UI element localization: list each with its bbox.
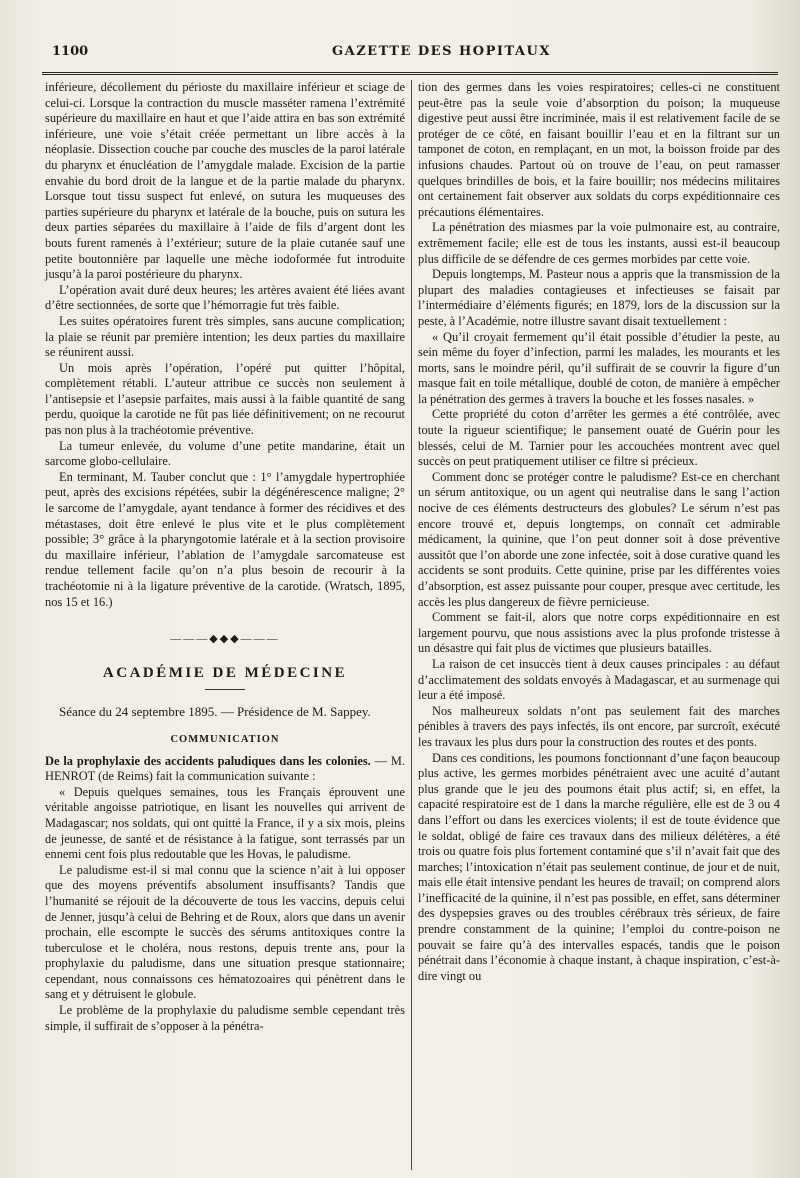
column-divider bbox=[411, 80, 412, 1170]
right-column bbox=[418, 80, 780, 984]
paragraph: Le problème de la prophylaxie du paludisme semble cependant très simple, il suffirait de s’opposer à la pénétra- bbox=[45, 1003, 405, 1033]
paragraph: Comment donc se protéger contre le paludisme? Est-ce en cherchant un sérum antitoxique, ou un agent qui neutralise dans le sang l’action nocive de ces éléments destructeurs des globules? Le sérum n’est pas encore trouvé et, depuis longtemps, on connaît cet admirable médicament, la quinine, que l’on peut donner soit à dose préventive aussitôt que l’on aborde une zone infectée, soit à dose curative quand les accidents se sont produits. Cette quinine, prise par les différentes voies d’absorption, est assez puissante pour couper, presque avec certitude, les accès les plus dangereux de fièvre pernicieuse. bbox=[418, 469, 780, 609]
article-title: De la prophylaxie des accidents paludiques dans les colonies. bbox=[45, 753, 371, 768]
paragraph: « Qu’il croyait fermement qu’il était possible d’étudier la peste, au sein même du foyer d’infection, parmi les malades, les mourants et les morts, sans le moindre péril, qu’il suffirait de se couvrir la figure d’un masque fait en toile métallique, doublé de coton, de manière à empêcher la pénétration des germes à travers la bouche et les fosses nasales. » bbox=[418, 329, 780, 406]
paragraph: Un mois après l’opération, l’opéré put quitter l’hôpital, complètement rétabli. L’auteur attribue ce succès non seulement à l’antisepsie et l’asepsie parfaites, mais aussi à la faible quantité de sang perdu, quoique la carotide ne fût pas liée définitivement; on ne recourut pas non plus à la trachéotomie préventive. bbox=[45, 360, 405, 438]
paragraph: La raison de cet insuccès tient à deux causes principales : au défaut d’acclimatement des soldats envoyés à Madagascar, et au surmenage qui leur a été imposé. bbox=[418, 656, 780, 703]
paragraph: L’opération avait duré deux heures; les artères avaient été liées avant d’être sectionnées, de sorte que l’hémorragie fut très faible. bbox=[45, 282, 405, 313]
header-rule bbox=[42, 72, 778, 75]
section-ornament: ———◆◆◆——— bbox=[170, 633, 280, 646]
paragraph: « Depuis quelques semaines, tous les Français éprouvent une véritable angoisse patriotique, en lisant les nouvelles qui arrivent de Madagascar; nos soldats, qui ont quitté la France, il y a six mois, pleins de jeunesse, de santé et de résistance à la fatigue, sont terrassés par un ennemi cent fois plus redoutable que les Hovas, le paludisme. bbox=[45, 784, 405, 862]
paragraph: inférieure, décollement du périoste du maxillaire inférieur et sciage de celui-ci. Lorsque la contraction du muscle masséter ramena l’extrémité supérieure du maxillaire en haut et que l’aide attira en bas son extrémité inférieure, une voie s’était créée permettant un libre accès à la néoplasie. Dissection couche par couche des muscles de la paroi latérale du pharynx et énucléation de l’amygdale malade. Excision de la partie envahie du bord droit de la langue et de la partie malade du pharynx. Lorsque tout tissu suspect fut enlevé, on sutura les muqueuses des parties supérieure du pharynx et latérale de la bouche, puis on sutura les deux parties séparées du maxillaire à l’aide de fils d’argent dont les bouts furent ramenés à l’extérieur; suture de la plaie cutanée sauf une petite boutonnière par laquelle une mèche iodoformée fut introduite jusqu’à la paroi postérieure du pharynx. bbox=[45, 80, 405, 282]
paragraph: La tumeur enlevée, du volume d’une petite mandarine, était un sarcome globo-cellulaire. bbox=[45, 438, 405, 469]
paragraph: La pénétration des miasmes par la voie pulmonaire est, au contraire, extrêmement facile; elle est de tous les instants, aussi est-il beaucoup plus difficile de se défendre de ces germes morbides par cette voie. bbox=[418, 220, 780, 266]
paragraph: tion des germes dans les voies respiratoires; celles-ci ne constituent peut-être pas la seule voie d’absorption du poison; la muqueuse digestive peut aussi être incriminée, mais il est relativement facile de se protéger de ce côté, en faisant bouillir l’eau et en la filtrant sur un tamponet de coton, en remplaçant, en un mot, la boisson froide par des infusions chaudes. Partout où on trouve de l’eau, on peut ramasser quelques brindilles de bois, et la faire bouillir; nos médecins militaires ont certainement fait observer aux soldats du corps expéditionnaire ces précautions élémentaires. bbox=[418, 80, 780, 219]
paragraph: Le paludisme est-il si mal connu que la science n’ait à lui opposer que des moyens préventifs absolument insuffisants? Tandis que l’humanité se réjouit de la découverte de tous les vaccins, depuis celui de Jenner, jusqu’à celui de Behring et de Roux, alors que dans un avenir prochain, elle escompte le succès des sérums antitoxiques contre la tuberculose et le choléra, nous restons, depuis trente ans, pour la prophylaxie du paludisme, dans une situation presque stationnaire; cependant, nous connaissons ces hématozoaires qui pénètrent dans le sang et y détruisent le globule. bbox=[45, 862, 405, 1002]
session-line: Séance du 24 septembre 1895. — Présidence de M. Sappey. bbox=[59, 704, 371, 720]
page-header bbox=[42, 44, 778, 62]
short-divider bbox=[205, 689, 245, 690]
paragraph: Dans ces conditions, les poumons fonctionnant d’une façon beaucoup plus active, les germes morbides pénétraient avec une acuité d’autant plus grande que le jeu des poumons était plus actif; si, en effet, la capacité respiratoire est de 1 dans la marche régulière, elle est de 3 ou 4 dans l’effort ou dans les exercices violents; il est de toute évidence que le soldat, obligé de faire ces travaux dans des milieux délétères, a été trois ou quatre fois plus fortement contaminé que s’il n’avait fait que des marches; l’intoxication n’était pas seulement continue, de jour et de nuit, mais elle était intensive pendant les heures de travail; on comprend alors l’inefficacité de la quinine, il n’est pas possible, en effet, sans déterminer des dyspepsies graves ou des troubles cérébraux très sérieux, de faire prendre constamment de la quinine; l’emploi du contre-poison ne pouvait se faire qu’à des intervalles espacés, tandis que le poison pénétrait dans l’économie à chaque instant, à chaque inspiration, c’est-à-dire vingt ou bbox=[418, 750, 780, 983]
paragraph: Depuis longtemps, M. Pasteur nous a appris que la transmission de la plupart des maladies contagieuses et infectieuses se faisait par l’intermédiaire d’éléments figurés; en 1879, lors de la discussion sur la peste, à l’Académie, notre illustre savant disait textuellement : bbox=[418, 267, 780, 328]
sub-heading: COMMUNICATION bbox=[170, 733, 280, 745]
paragraph: Comment se fait-il, alors que notre corps expéditionnaire en est largement pourvu, que nous assistions avec la plus profonde tristesse à un désastre qui fait plus de victimes que plusieurs batailles. bbox=[418, 610, 780, 656]
page-number: 1100 bbox=[52, 44, 89, 59]
paragraph: Les suites opératoires furent très simples, sans aucune complication; la plaie se réunit par première intention; les deux parties du maxillaire se réunirent aussi. bbox=[45, 313, 405, 360]
section-title: ACADÉMIE DE MÉDECINE bbox=[102, 664, 348, 681]
article-heading bbox=[45, 754, 405, 785]
paragraph: Nos malheureux soldats n’ont pas seulement fait des marches pénibles à travers des pays infectés, ils ont encore, par surcroît, exécuté les travaux les plus durs pour la construction des routes et des ponts. bbox=[418, 703, 780, 749]
paragraph: En terminant, M. Tauber conclut que : 1° l’amygdale hypertrophiée peut, après des excisions répétées, subir la dégénérescence maligne; 2° le sarcome de l’amygdale, ayant tendance à former des récidives et des métastases, doit être enlevé le plus vite et le plus complètement possible; 3° grâce à la pharyngotomie latérale et à la section provisoire du maxillaire inférieur, l’ablation de l’amygdale sarcomateuse est rendue tellement facile qu’on n’a plus besoin de recourir à la trachéotomie ni à la ligature préventive de la carotide. (Wratsch, 1895, nos 15 et 16.) bbox=[45, 469, 405, 609]
running-title: GAZETTE DES HOPITAUX bbox=[332, 44, 551, 59]
article-author: — M. HENROT (de Reims) fait la communication suivante : bbox=[45, 753, 405, 784]
paragraph: Cette propriété du coton d’arrêter les germes a été contrôlée, avec toute la rigueur scientifique; le pansement ouaté de Guérin pour les blessés, celui de M. Tarnier pour les accouchées montrent avec quel succès on peut pratiquement utiliser ce filtre si précieux. bbox=[418, 407, 780, 469]
left-column bbox=[45, 80, 405, 1034]
